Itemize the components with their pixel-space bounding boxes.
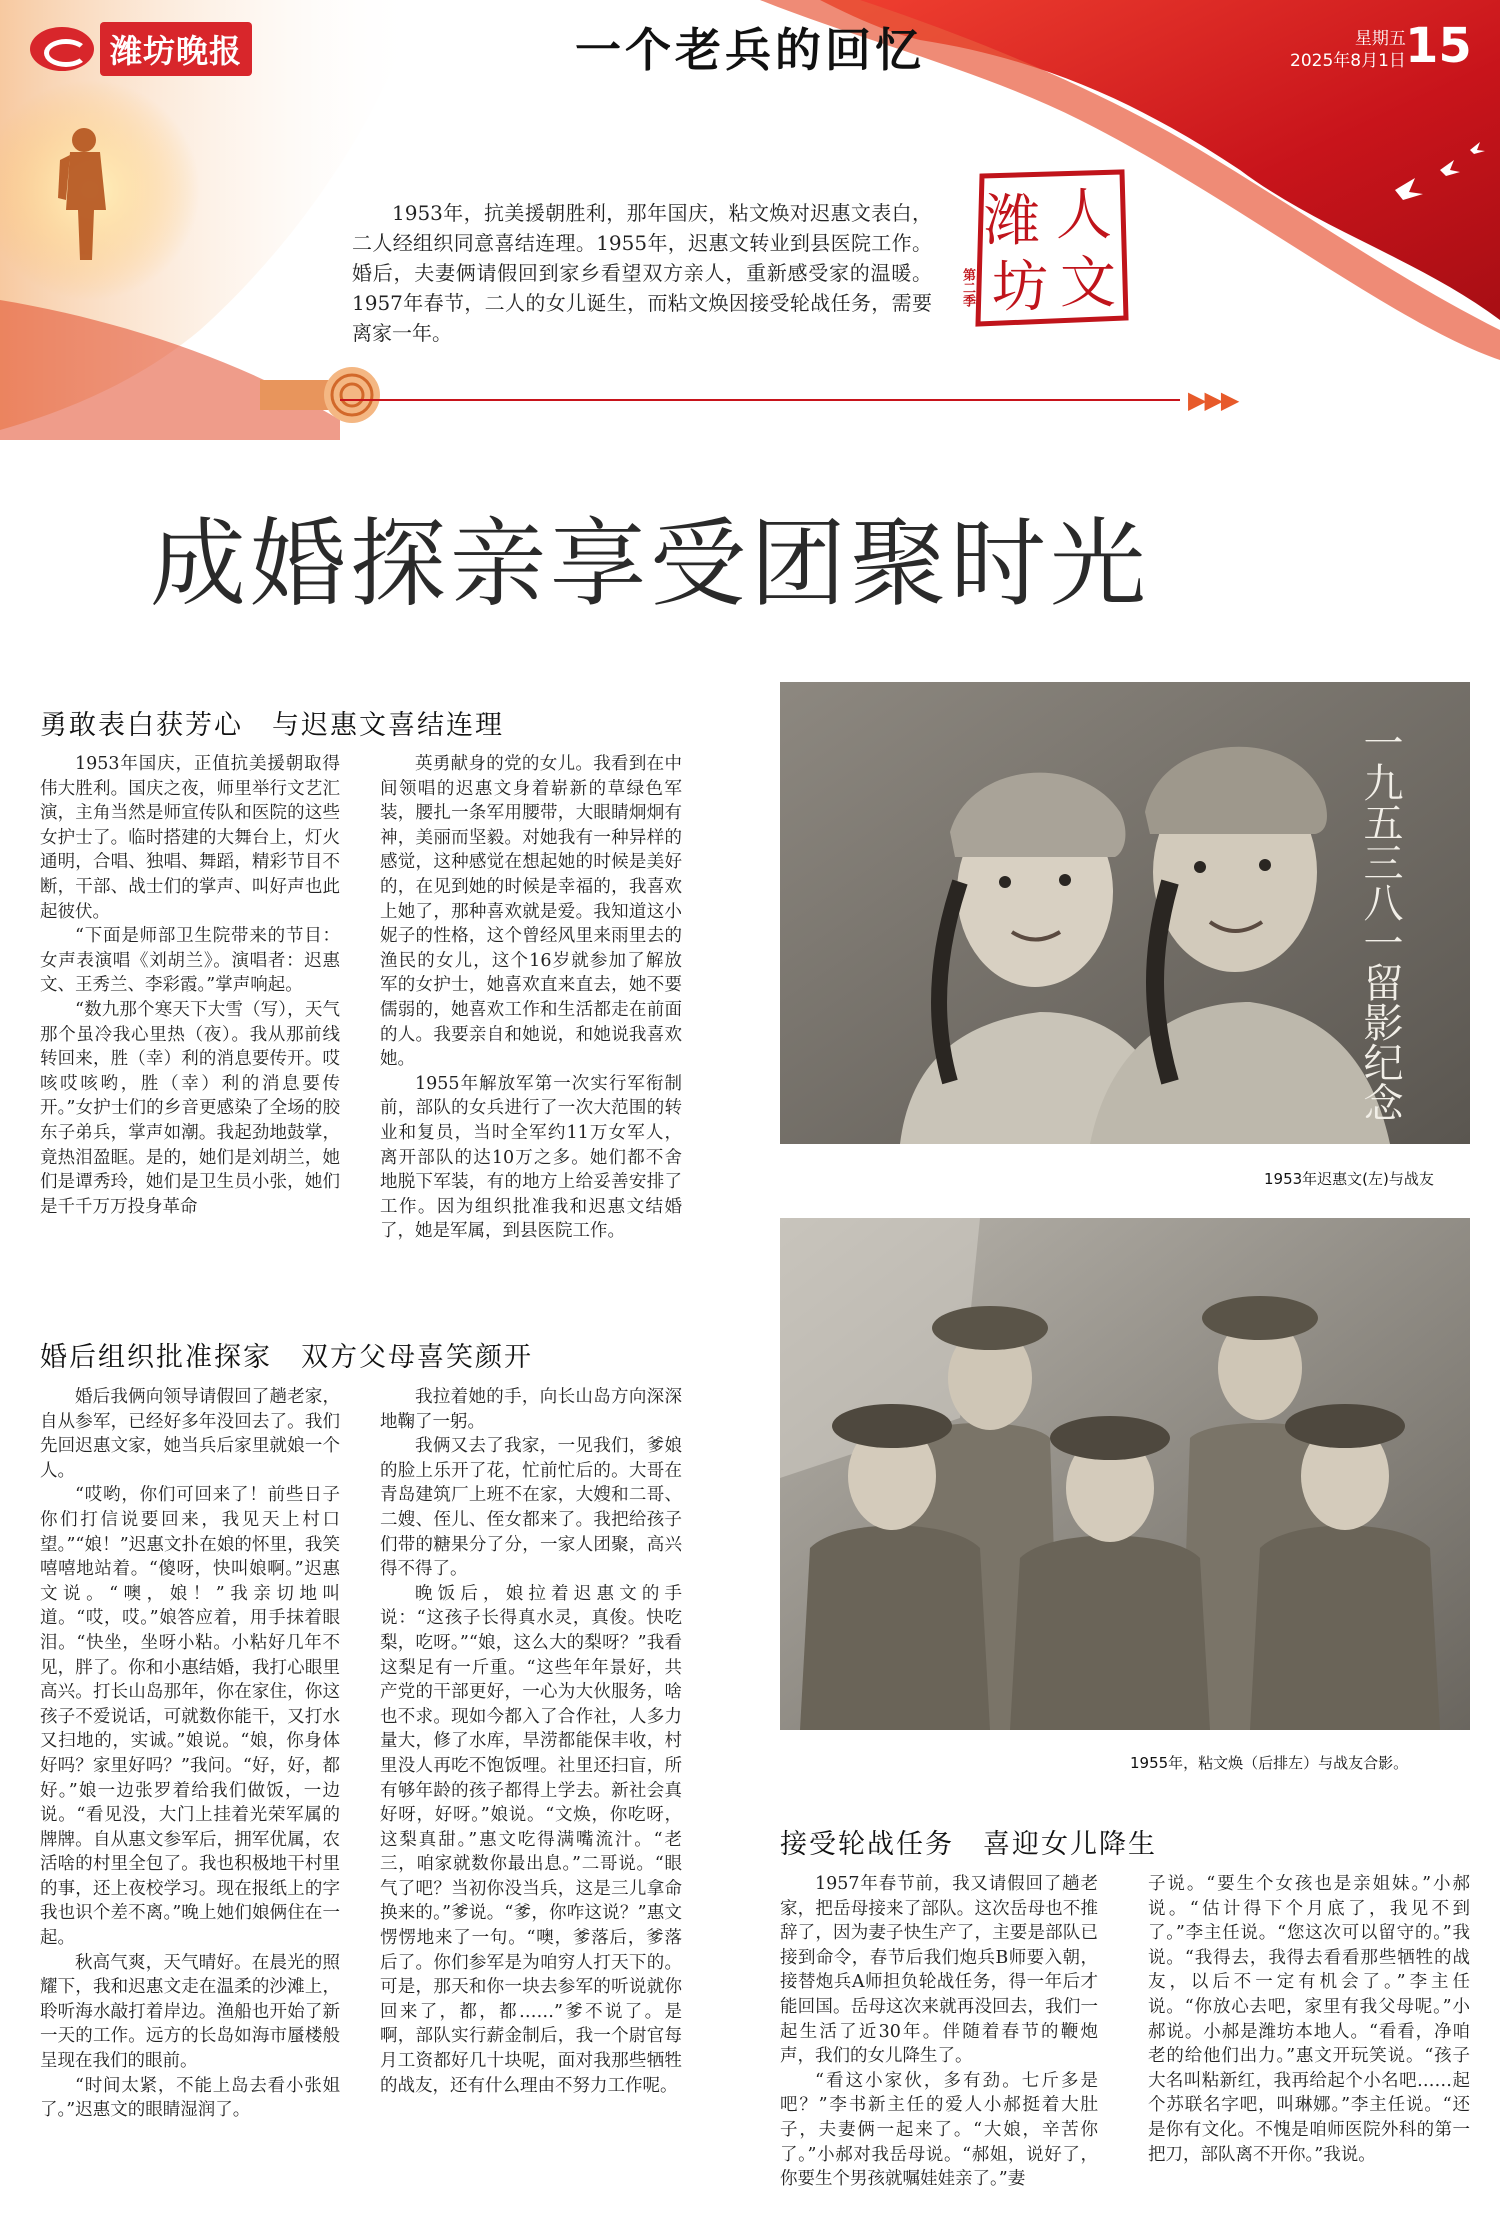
section1-column2 (380, 752, 682, 1292)
brand-name: 潍坊晚报 (100, 22, 252, 76)
issue-date: 2025年8月1日 (1290, 51, 1406, 71)
masthead-brand (30, 22, 252, 76)
paragraph: “时间太紧，不能上岛去看小张姐了。”迟惠文的眼睛湿润了。 (40, 2075, 340, 2121)
photo-1955-image (780, 1218, 1470, 1730)
paragraph: “看这小家伙，多有劲。七斤多是吧？”李书新主任的爱人小郝挺着大肚子，夫妻俩一起来了。“大娘，辛苦你了。”小郝对我岳母说。“郝姐，说好了，你要生个男孩就嘱娃娃亲了。”妻 (780, 2070, 1098, 2190)
arrows-icon: ▶▶▶ (1188, 386, 1238, 414)
seal-char-3: 坊 (992, 255, 1048, 320)
section2-column2 (380, 1385, 682, 2185)
section-title: 一个老兵的回忆 (575, 23, 925, 77)
paragraph: “下面是师部卫生院带来的节目：女声表演唱《刘胡兰》。演唱者：迟惠文、王秀兰、李彩霞。”掌声响起。 (40, 926, 340, 996)
paragraph: 秋高气爽，天气晴好。在晨光的照耀下，我和迟惠文走在温柔的沙滩上，聆听海水敲打着岸边。渔船也开始了新一天的工作。远方的长岛如海市蜃楼般呈现在我们的眼前。 (40, 1952, 340, 2072)
paragraph: “数九那个寒天下大雪（写），天气那个虽冷我心里热（夜）。我从那前线转回来，胜（幸）利的消息要传开。哎咳哎咳哟，胜（幸）利的消息要传开。”女护士们的乡音更感染了全场的胶东子弟兵，掌声如潮。我起劲地鼓掌，竟热泪盈眶。是的，她们是刘胡兰，她们是谭秀玲，她们是卫生员小张，她们是千千万万投身革命 (40, 999, 340, 1217)
paragraph: 婚后我俩向领导请假回了趟老家，自从参军，已经好多年没回去了。我们先回迟惠文家，她当兵后家里就娘一个人。 (40, 1387, 340, 1481)
paragraph: 晚饭后，娘拉着迟惠文的手说：“这孩子长得真水灵，真俊。快吃梨，吃呀。”“娘，这么大的梨呀？”我看这梨足有一斤重。“这些年年景好，共产党的干部更好，一心为大伙服务，啥也不求。现如今都入了合作社，人多力量大，修了水库，旱涝都能保丰收，村里没人再吃不饱饭哩。社里还扫盲，所有够年龄的孩子都得上学去。新社会真好呀，好呀。”娘说。“文焕，你吃呀，这梨真甜。”惠文吃得满嘴流汁。“老三，咱家就数你最出息。”二哥说。“眼气了吧？当初你没当兵，这是三儿拿命换来的。”爹说。“爹，你咋这说？”惠文愣愣地来了一句。“噢，爹落后，爹落后了。你们参军是为咱穷人打天下的。可是，那天和你一块去参军的听说就你回来了，都，都……”爹不说了。是啊，部队实行薪金制后，我一个尉官每月工资都好几十块呢，面对我那些牺牲的战友，还有什么理由不努力工作呢。 (380, 1583, 682, 2096)
section3-column1 (780, 1872, 1098, 2197)
intro-paragraph: 1953年，抗美援朝胜利，那年国庆，粘文焕对迟惠文表白，二人经组织同意喜结连理。1955年，迟惠文转业到县医院工作。婚后，夫妻俩请假回到家乡看望双方亲人，重新感受家的温暖。1957年春节，二人的女儿诞生，而粘文焕因接受轮战任务，需要离家一年。 (352, 201, 932, 345)
photo-1953 (780, 682, 1470, 1144)
headline: 成婚探亲享受团聚时光 (150, 508, 1150, 620)
section1-column1 (40, 752, 340, 1292)
paragraph: 1955年解放军第一次实行军衔制前，部队的女兵进行了一次大范围的转业和复员，当时全军约11万女军人，离开部队的达10万之多。她们都不舍地脱下军装，有的地方上给妥善安排了工作。因为组织批准我和迟惠文结婚了，她是军属，到县医院工作。 (380, 1073, 682, 1242)
paragraph: 我俩又去了我家，一见我们，爹娘的脸上乐开了花，忙前忙后的。大哥在青岛建筑厂上班不在家，大嫂和二哥、二嫂、侄儿、侄女都来了。我把给孩子们带的糖果分了分，一家人团聚，高兴得不得了。 (380, 1436, 682, 1580)
paragraph: 子说。“要生个女孩也是亲姐妹。”小郝说。“估计得下个月底了，我见不到了。”李主任说。“您这次可以留守的。”我说。“我得去，我得去看看那些牺牲的战友，以后不一定有机会了。”李主任说。“你放心去吧，家里有我父母呢。”小郝说。小郝是潍坊本地人。“看看，净咱老的给他们出力。”惠文开玩笑说。“孩子大名叫粘新红，我再给起个小名吧……起个苏联名字吧，叫琳娜。”李主任说。“还是你有文化。不愧是咱师医院外科的第一把刀，部队离不开你。”我说。 (1148, 1874, 1470, 2165)
photo-1953-caption: 1953年迟惠文(左)与战友 (1264, 1170, 1434, 1188)
section3-column2 (1148, 1872, 1470, 2197)
photo-1953-image (780, 682, 1470, 1144)
section3-title: 接受轮战任务 喜迎女儿降生 (780, 1829, 1157, 1860)
photo-1955-caption: 1955年，粘文焕（后排左）与战友合影。 (1130, 1754, 1409, 1772)
seal-season: 第二季 (960, 268, 975, 307)
paragraph: 1953年国庆，正值抗美援朝取得伟大胜利。国庆之夜，师里举行文艺汇演，主角当然是师宣传队和医院的这些女护士了。临时搭建的大舞台上，灯火通明，合唱、独唱、舞蹈，精彩节目不断，干部、战士们的掌声、叫好声也此起彼伏。 (40, 754, 340, 922)
section2-title: 婚后组织批准探家 双方父母喜笑颜开 (40, 1342, 533, 1373)
column-seal-icon (972, 168, 1132, 328)
paragraph: 我拉着她的手，向长山岛方向深深地鞠了一躬。 (380, 1387, 682, 1432)
page-number: 15 (1405, 18, 1472, 74)
paragraph: 1957年春节前，我又请假回了趟老家，把岳母接来了部队。这次岳母也不推辞了，因为妻子快生产了，主要是部队已接到命令，春节后我们炮兵B师要入朝，接替炮兵A师担负轮战任务，得一年后才能回国。岳母这次来就再没回去，我们一起生活了近30年。伴随着春节的鞭炮声，我们的女儿降生了。 (780, 1874, 1098, 2067)
newspaper-logo-icon (30, 27, 94, 71)
photo-inscription: 一九五三八一留影纪念 (1357, 722, 1403, 1122)
seal-char-4: 文 (1060, 251, 1116, 316)
section1-title: 勇敢表白获芳心 与迟惠文喜结连理 (40, 710, 504, 741)
divider-line (340, 399, 1180, 401)
weekday: 星期五 (1354, 29, 1406, 49)
paragraph: 英勇献身的党的女儿。我看到在中间领唱的迟惠文身着崭新的草绿色军装，腰扎一条军用腰带，大眼睛炯炯有神，美丽而坚毅。对她我有一种异样的感觉，这种感觉在想起她的时候是美好的，在见到她的时候是幸福的，我喜欢上她了，那种喜欢就是爱。我知道这小妮子的性格，这个曾经风里来雨里去的渔民的女儿，这个16岁就参加了解放军的女护士，她喜欢直来直去，她不要儒弱的，她喜欢工作和生活都走在前面的人。我要亲自和她说，和她说我喜欢她。 (380, 754, 682, 1070)
paragraph: “哎哟，你们可回来了！前些日子你们打信说要回来，我见天上村口望。”“娘！”迟惠文扑在娘的怀里，我笑嘻嘻地站着。“傻呀，快叫娘啊。”迟惠文说。“噢，娘！”我亲切地叫道。“哎，哎。”娘答应着，用手抹着眼泪。“快坐，坐呀小粘。小粘好几年不见，胖了。你和小惠结婚，我打心眼里高兴。打长山岛那年，你在家住，你这孩子不爱说话，可就数你能干，又打水又扫地的，实诚。”娘说。“娘，你身体好吗？家里好吗？”我问。“好，好，都好。”娘一边张罗着给我们做饭，一边说。“看见没，大门上挂着光荣军属的牌牌。自从惠文参军后，拥军优属，农活啥的村里全包了。我也积极地干村里的事，还上夜校学习。现在报纸上的字我也识个差不离。”晚上她们娘俩住在一起。 (40, 1485, 340, 1949)
date-block (1290, 28, 1406, 72)
photo-1955 (780, 1218, 1470, 1730)
section2-column1 (40, 1385, 340, 2185)
seal-char-1: 潍 (984, 189, 1040, 254)
seal-char-2: 人 (1056, 183, 1112, 248)
